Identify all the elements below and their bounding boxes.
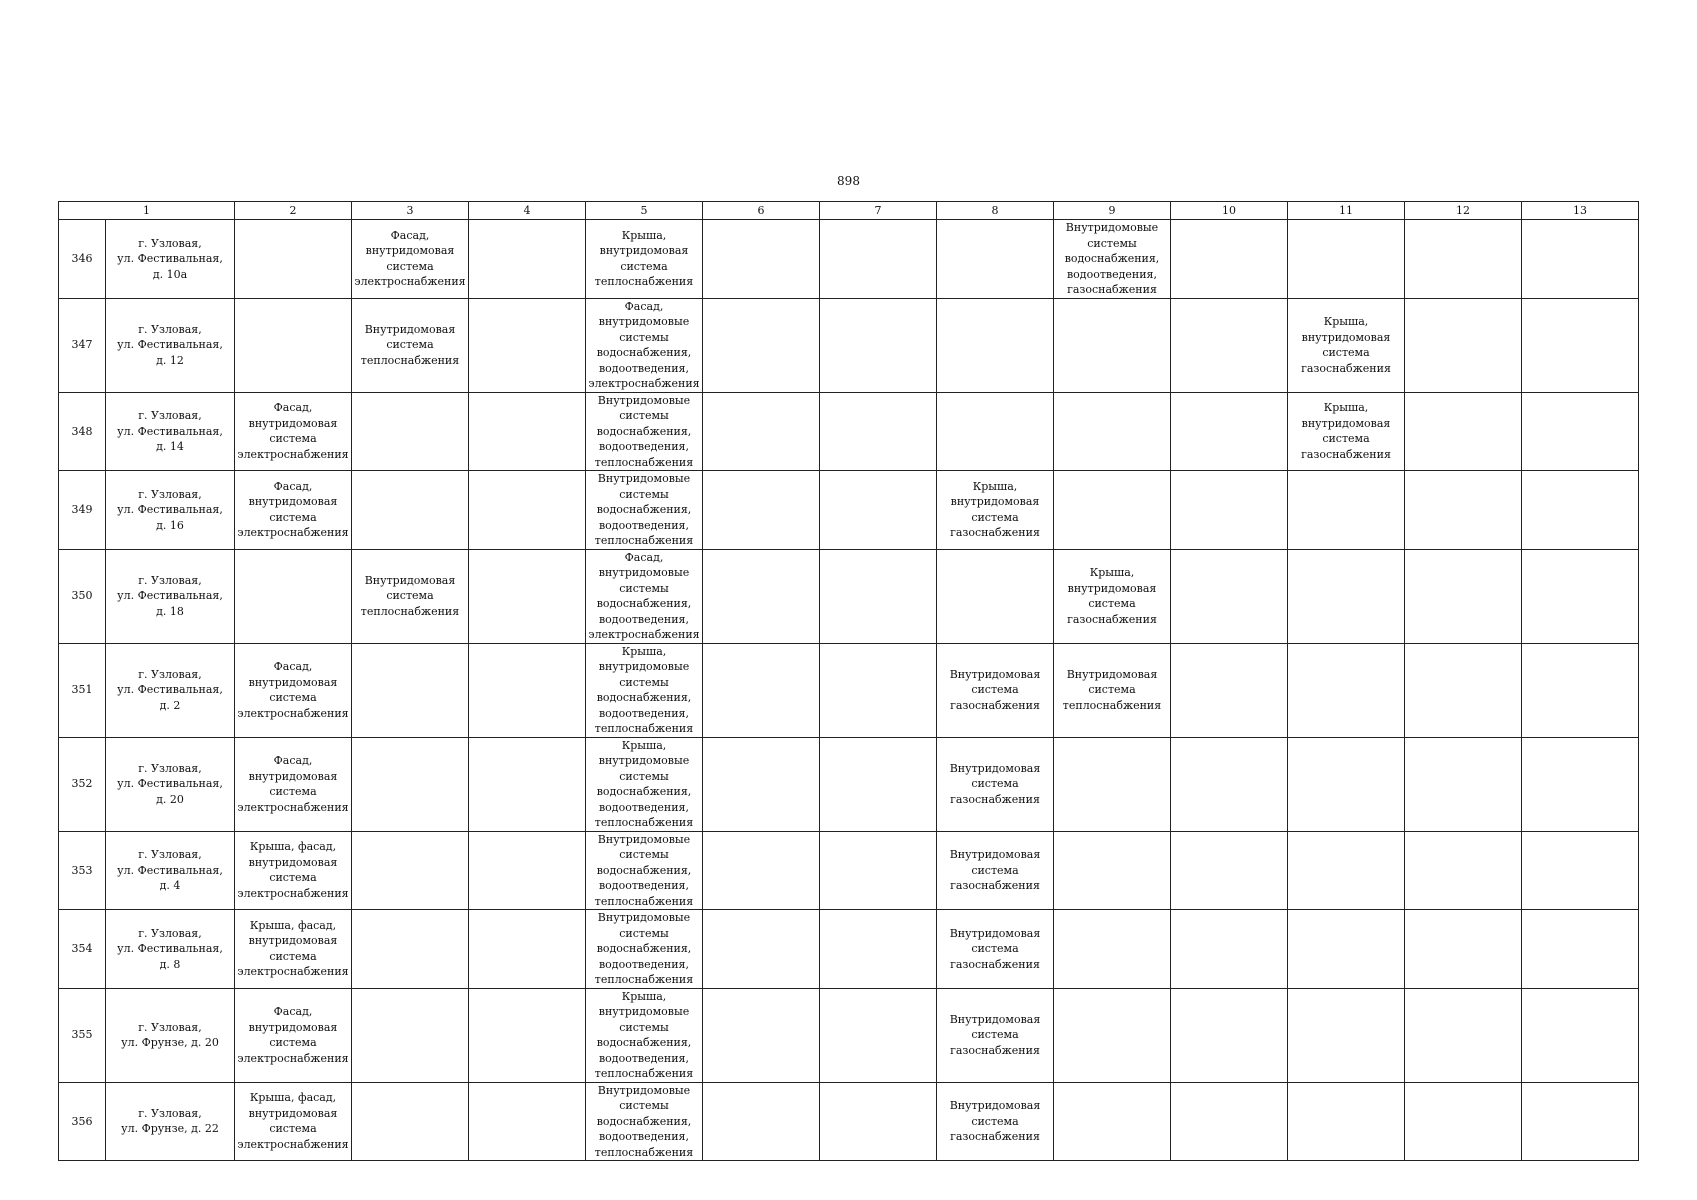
address-text: г. Узловая, ул. Фестивальная, д. 20 xyxy=(117,761,223,806)
table-row xyxy=(59,988,1639,1082)
work-cell-col-11 xyxy=(1288,1082,1405,1161)
work-text: Внутридомовая система теплоснабжения xyxy=(360,573,460,618)
work-cell-col-10 xyxy=(1171,392,1288,471)
address-text: г. Узловая, ул. Фестивальная, д. 8 xyxy=(117,926,223,971)
work-cell-col-13 xyxy=(1522,298,1639,392)
work-cell-col-4 xyxy=(469,549,586,643)
work-cell-col-10 xyxy=(1171,298,1288,392)
work-cell-col-11 xyxy=(1288,910,1405,989)
work-text: Внутридомовые системы водоснабжения, водоотведения, теплоснабжения xyxy=(594,472,694,547)
work-cell-col-4 xyxy=(469,831,586,910)
work-text: Крыша, фасад, внутридомовая система электроснабжения xyxy=(237,918,349,979)
table-row xyxy=(59,549,1639,643)
work-cell-col-7 xyxy=(820,988,937,1082)
address-text: г. Узловая, ул. Фестивальная, д. 18 xyxy=(117,573,223,618)
work-cell-col-9 xyxy=(1054,392,1171,471)
work-text: Внутридомовые системы водоснабжения, водоотведения, теплоснабжения xyxy=(594,832,694,908)
work-cell-col-3 xyxy=(352,1082,469,1161)
table-row xyxy=(59,298,1639,392)
work-text: Фасад, внутридомовая система электроснабжения xyxy=(237,1005,349,1065)
work-cell-col-12 xyxy=(1405,1082,1522,1161)
work-cell-col-8 xyxy=(937,298,1054,392)
work-cell-col-10 xyxy=(1171,831,1288,910)
work-cell-col-8 xyxy=(937,549,1054,643)
row-number: 348 xyxy=(59,392,106,471)
work-text: Внутридомовая система газоснабжения xyxy=(949,1099,1041,1143)
work-cell-col-11 xyxy=(1288,471,1405,550)
work-cell-col-3 xyxy=(352,298,469,392)
work-cell-col-9 xyxy=(1054,471,1171,550)
work-text: Крыша, внутридомовая система газоснабжения xyxy=(1301,315,1391,375)
work-cell-col-7 xyxy=(820,549,937,643)
work-cell-col-13 xyxy=(1522,1082,1639,1161)
work-cell-col-7 xyxy=(820,737,937,831)
work-cell-col-13 xyxy=(1522,737,1639,831)
work-cell-col-7 xyxy=(820,910,937,989)
address-cell xyxy=(106,737,235,831)
work-text: Внутридомовая система газоснабжения xyxy=(949,926,1041,971)
work-cell-col-2 xyxy=(235,1082,352,1161)
column-header: 8 xyxy=(937,202,1054,220)
work-cell-col-6 xyxy=(703,298,820,392)
work-cell-col-4 xyxy=(469,737,586,831)
work-cell-col-10 xyxy=(1171,1082,1288,1161)
work-cell-col-4 xyxy=(469,643,586,737)
column-header: 6 xyxy=(703,202,820,220)
work-cell-col-3 xyxy=(352,643,469,737)
work-text: Внутридомовые системы водоснабжения, водоотведения, теплоснабжения xyxy=(594,1083,694,1159)
work-cell-col-2 xyxy=(235,910,352,989)
work-cell-col-7 xyxy=(820,298,937,392)
row-number: 354 xyxy=(59,910,106,989)
column-header: 2 xyxy=(235,202,352,220)
column-header: 9 xyxy=(1054,202,1171,220)
address-cell xyxy=(106,910,235,989)
work-cell-col-3 xyxy=(352,392,469,471)
work-cell-col-6 xyxy=(703,220,820,299)
address-text: г. Узловая, ул. Фестивальная, д. 14 xyxy=(117,409,223,453)
work-cell-col-12 xyxy=(1405,643,1522,737)
work-text: Внутридомовые системы водоснабжения, водоотведения, теплоснабжения xyxy=(594,911,694,986)
table-row xyxy=(59,910,1639,989)
work-cell-col-12 xyxy=(1405,220,1522,299)
work-cell-col-13 xyxy=(1522,549,1639,643)
work-cell-col-5 xyxy=(586,831,703,910)
address-cell xyxy=(106,988,235,1082)
work-cell-col-3 xyxy=(352,549,469,643)
work-cell-col-12 xyxy=(1405,910,1522,989)
address-cell xyxy=(106,220,235,299)
work-text: Внутридомовые системы водоснабжения, водоотведения, газоснабжения xyxy=(1064,221,1160,296)
work-cell-col-11 xyxy=(1288,392,1405,471)
work-cell-col-3 xyxy=(352,831,469,910)
work-cell-col-13 xyxy=(1522,392,1639,471)
work-cell-col-9 xyxy=(1054,220,1171,299)
row-number: 351 xyxy=(59,643,106,737)
address-text: г. Узловая, ул. Фестивальная, д. 16 xyxy=(117,487,223,532)
work-text: Крыша, внутридомовые системы водоснабжения, водоотведения, теплоснабжения xyxy=(594,738,694,829)
row-number: 346 xyxy=(59,220,106,299)
work-cell-col-6 xyxy=(703,392,820,471)
work-cell-col-5 xyxy=(586,643,703,737)
work-cell-col-5 xyxy=(586,220,703,299)
work-cell-col-2 xyxy=(235,392,352,471)
work-cell-col-2 xyxy=(235,549,352,643)
table-row xyxy=(59,220,1639,299)
header-row xyxy=(59,202,1639,220)
work-cell-col-5 xyxy=(586,549,703,643)
work-cell-col-9 xyxy=(1054,643,1171,737)
work-cell-col-11 xyxy=(1288,220,1405,299)
work-text: Фасад, внутридомовая система электроснабжения xyxy=(354,228,466,289)
table-row xyxy=(59,392,1639,471)
work-cell-col-4 xyxy=(469,298,586,392)
work-cell-col-12 xyxy=(1405,988,1522,1082)
work-text: Фасад, внутридомовые системы водоснабжения, водоотведения, электроснабжения xyxy=(588,550,700,641)
address-cell xyxy=(106,298,235,392)
work-cell-col-12 xyxy=(1405,392,1522,471)
work-cell-col-13 xyxy=(1522,471,1639,550)
address-cell xyxy=(106,1082,235,1161)
work-cell-col-6 xyxy=(703,910,820,989)
work-cell-col-8 xyxy=(937,737,1054,831)
column-header: 5 xyxy=(586,202,703,220)
work-cell-col-9 xyxy=(1054,1082,1171,1161)
work-cell-col-11 xyxy=(1288,298,1405,392)
row-number: 347 xyxy=(59,298,106,392)
table-row xyxy=(59,643,1639,737)
row-number: 349 xyxy=(59,471,106,550)
row-number: 355 xyxy=(59,988,106,1082)
work-cell-col-3 xyxy=(352,988,469,1082)
work-cell-col-6 xyxy=(703,737,820,831)
work-cell-col-7 xyxy=(820,471,937,550)
work-cell-col-8 xyxy=(937,988,1054,1082)
work-cell-col-7 xyxy=(820,831,937,910)
column-header: 13 xyxy=(1522,202,1639,220)
work-cell-col-10 xyxy=(1171,220,1288,299)
work-cell-col-13 xyxy=(1522,910,1639,989)
work-cell-col-5 xyxy=(586,298,703,392)
address-cell xyxy=(106,831,235,910)
work-text: Внутридомовая система газоснабжения xyxy=(949,848,1041,892)
column-header: 4 xyxy=(469,202,586,220)
work-text: Внутридомовая система теплоснабжения xyxy=(1062,667,1162,712)
work-cell-col-8 xyxy=(937,643,1054,737)
work-cell-col-11 xyxy=(1288,831,1405,910)
work-cell-col-8 xyxy=(937,910,1054,989)
address-text: г. Узловая, ул. Фрунзе, д. 22 xyxy=(121,1106,219,1136)
work-text: Фасад, внутридомовая система электроснабжения xyxy=(237,660,349,720)
work-text: Крыша, внутридомовые системы водоснабжения, водоотведения, теплоснабжения xyxy=(594,644,694,735)
work-cell-col-9 xyxy=(1054,737,1171,831)
work-cell-col-8 xyxy=(937,1082,1054,1161)
work-cell-col-10 xyxy=(1171,643,1288,737)
address-text: г. Узловая, ул. Фрунзе, д. 20 xyxy=(121,1020,219,1049)
row-number: 353 xyxy=(59,831,106,910)
table-row xyxy=(59,471,1639,550)
work-cell-col-6 xyxy=(703,1082,820,1161)
work-cell-col-2 xyxy=(235,220,352,299)
work-text: Фасад, внутридомовые системы водоснабжения, водоотведения, электроснабжения xyxy=(588,299,700,390)
work-cell-col-3 xyxy=(352,471,469,550)
work-cell-col-4 xyxy=(469,220,586,299)
work-cell-col-5 xyxy=(586,392,703,471)
work-cell-col-10 xyxy=(1171,988,1288,1082)
work-cell-col-13 xyxy=(1522,988,1639,1082)
work-text: Внутридомовая система газоснабжения xyxy=(949,761,1041,806)
work-cell-col-12 xyxy=(1405,549,1522,643)
work-cell-col-2 xyxy=(235,831,352,910)
work-cell-col-11 xyxy=(1288,549,1405,643)
address-cell xyxy=(106,392,235,471)
repair-schedule-table xyxy=(58,201,1639,1161)
work-text: Фасад, внутридомовая система электроснабжения xyxy=(237,401,349,461)
work-cell-col-6 xyxy=(703,471,820,550)
work-cell-col-2 xyxy=(235,298,352,392)
address-text: г. Узловая, ул. Фестивальная, д. 12 xyxy=(117,322,223,367)
work-text: Внутридомовая система газоснабжения xyxy=(949,667,1041,712)
work-cell-col-10 xyxy=(1171,737,1288,831)
work-cell-col-12 xyxy=(1405,298,1522,392)
work-cell-col-4 xyxy=(469,910,586,989)
page-number: 898 xyxy=(837,174,860,188)
work-text: Крыша, внутридомовая система теплоснабжения xyxy=(594,228,694,289)
address-cell xyxy=(106,549,235,643)
address-text: г. Узловая, ул. Фестивальная, д. 4 xyxy=(117,848,223,892)
work-cell-col-5 xyxy=(586,910,703,989)
work-cell-col-13 xyxy=(1522,643,1639,737)
work-text: Фасад, внутридомовая система электроснабжения xyxy=(237,479,349,540)
work-cell-col-8 xyxy=(937,220,1054,299)
work-text: Внутридомовая система газоснабжения xyxy=(949,1012,1041,1057)
address-cell xyxy=(106,471,235,550)
work-cell-col-7 xyxy=(820,643,937,737)
work-cell-col-7 xyxy=(820,392,937,471)
address-text: г. Узловая, ул. Фестивальная, д. 2 xyxy=(117,667,223,712)
work-cell-col-2 xyxy=(235,737,352,831)
work-cell-col-2 xyxy=(235,988,352,1082)
work-cell-col-8 xyxy=(937,471,1054,550)
work-cell-col-12 xyxy=(1405,471,1522,550)
work-text: Крыша, внутридомовая система газоснабжения xyxy=(1301,401,1391,461)
work-text: Крыша, внутридомовая система газоснабжения xyxy=(950,479,1040,540)
work-cell-col-7 xyxy=(820,220,937,299)
work-text: Внутридомовая система теплоснабжения xyxy=(360,322,460,367)
work-cell-col-13 xyxy=(1522,220,1639,299)
table-row xyxy=(59,831,1639,910)
work-cell-col-5 xyxy=(586,737,703,831)
work-cell-col-10 xyxy=(1171,910,1288,989)
work-cell-col-11 xyxy=(1288,988,1405,1082)
work-cell-col-13 xyxy=(1522,831,1639,910)
work-text: Фасад, внутридомовая система электроснабжения xyxy=(237,754,349,814)
work-text: Крыша, фасад, внутридомовая система электроснабжения xyxy=(237,1091,349,1151)
work-text: Крыша, фасад, внутридомовая система электроснабжения xyxy=(237,840,349,900)
work-cell-col-10 xyxy=(1171,471,1288,550)
work-cell-col-7 xyxy=(820,1082,937,1161)
work-cell-col-10 xyxy=(1171,549,1288,643)
work-cell-col-4 xyxy=(469,1082,586,1161)
work-cell-col-5 xyxy=(586,471,703,550)
work-cell-col-4 xyxy=(469,988,586,1082)
column-header: 11 xyxy=(1288,202,1405,220)
row-number: 356 xyxy=(59,1082,106,1161)
work-cell-col-6 xyxy=(703,831,820,910)
row-number: 352 xyxy=(59,737,106,831)
work-cell-col-9 xyxy=(1054,549,1171,643)
work-cell-col-9 xyxy=(1054,298,1171,392)
address-cell xyxy=(106,643,235,737)
column-header: 10 xyxy=(1171,202,1288,220)
work-cell-col-6 xyxy=(703,988,820,1082)
column-header: 7 xyxy=(820,202,937,220)
work-cell-col-9 xyxy=(1054,910,1171,989)
work-cell-col-12 xyxy=(1405,831,1522,910)
work-cell-col-5 xyxy=(586,1082,703,1161)
work-text: Внутридомовые системы водоснабжения, водоотведения, теплоснабжения xyxy=(594,393,694,469)
work-text: Крыша, внутридомовые системы водоснабжения, водоотведения, теплоснабжения xyxy=(594,989,694,1080)
work-cell-col-5 xyxy=(586,988,703,1082)
column-header: 3 xyxy=(352,202,469,220)
work-cell-col-8 xyxy=(937,392,1054,471)
work-cell-col-6 xyxy=(703,643,820,737)
row-number: 350 xyxy=(59,549,106,643)
work-cell-col-12 xyxy=(1405,737,1522,831)
work-cell-col-2 xyxy=(235,471,352,550)
work-cell-col-6 xyxy=(703,549,820,643)
column-header: 1 xyxy=(59,202,235,220)
work-cell-col-8 xyxy=(937,831,1054,910)
table-row xyxy=(59,737,1639,831)
work-cell-col-4 xyxy=(469,471,586,550)
work-cell-col-2 xyxy=(235,643,352,737)
table-body xyxy=(59,220,1639,1161)
work-cell-col-4 xyxy=(469,392,586,471)
work-text: Крыша, внутридомовая система газоснабжения xyxy=(1067,566,1157,626)
work-cell-col-11 xyxy=(1288,737,1405,831)
work-cell-col-9 xyxy=(1054,831,1171,910)
work-cell-col-3 xyxy=(352,220,469,299)
table-row xyxy=(59,1082,1639,1161)
column-header: 12 xyxy=(1405,202,1522,220)
work-cell-col-3 xyxy=(352,737,469,831)
address-text: г. Узловая, ул. Фестивальная, д. 10а xyxy=(117,236,223,281)
work-cell-col-3 xyxy=(352,910,469,989)
work-cell-col-9 xyxy=(1054,988,1171,1082)
work-cell-col-11 xyxy=(1288,643,1405,737)
